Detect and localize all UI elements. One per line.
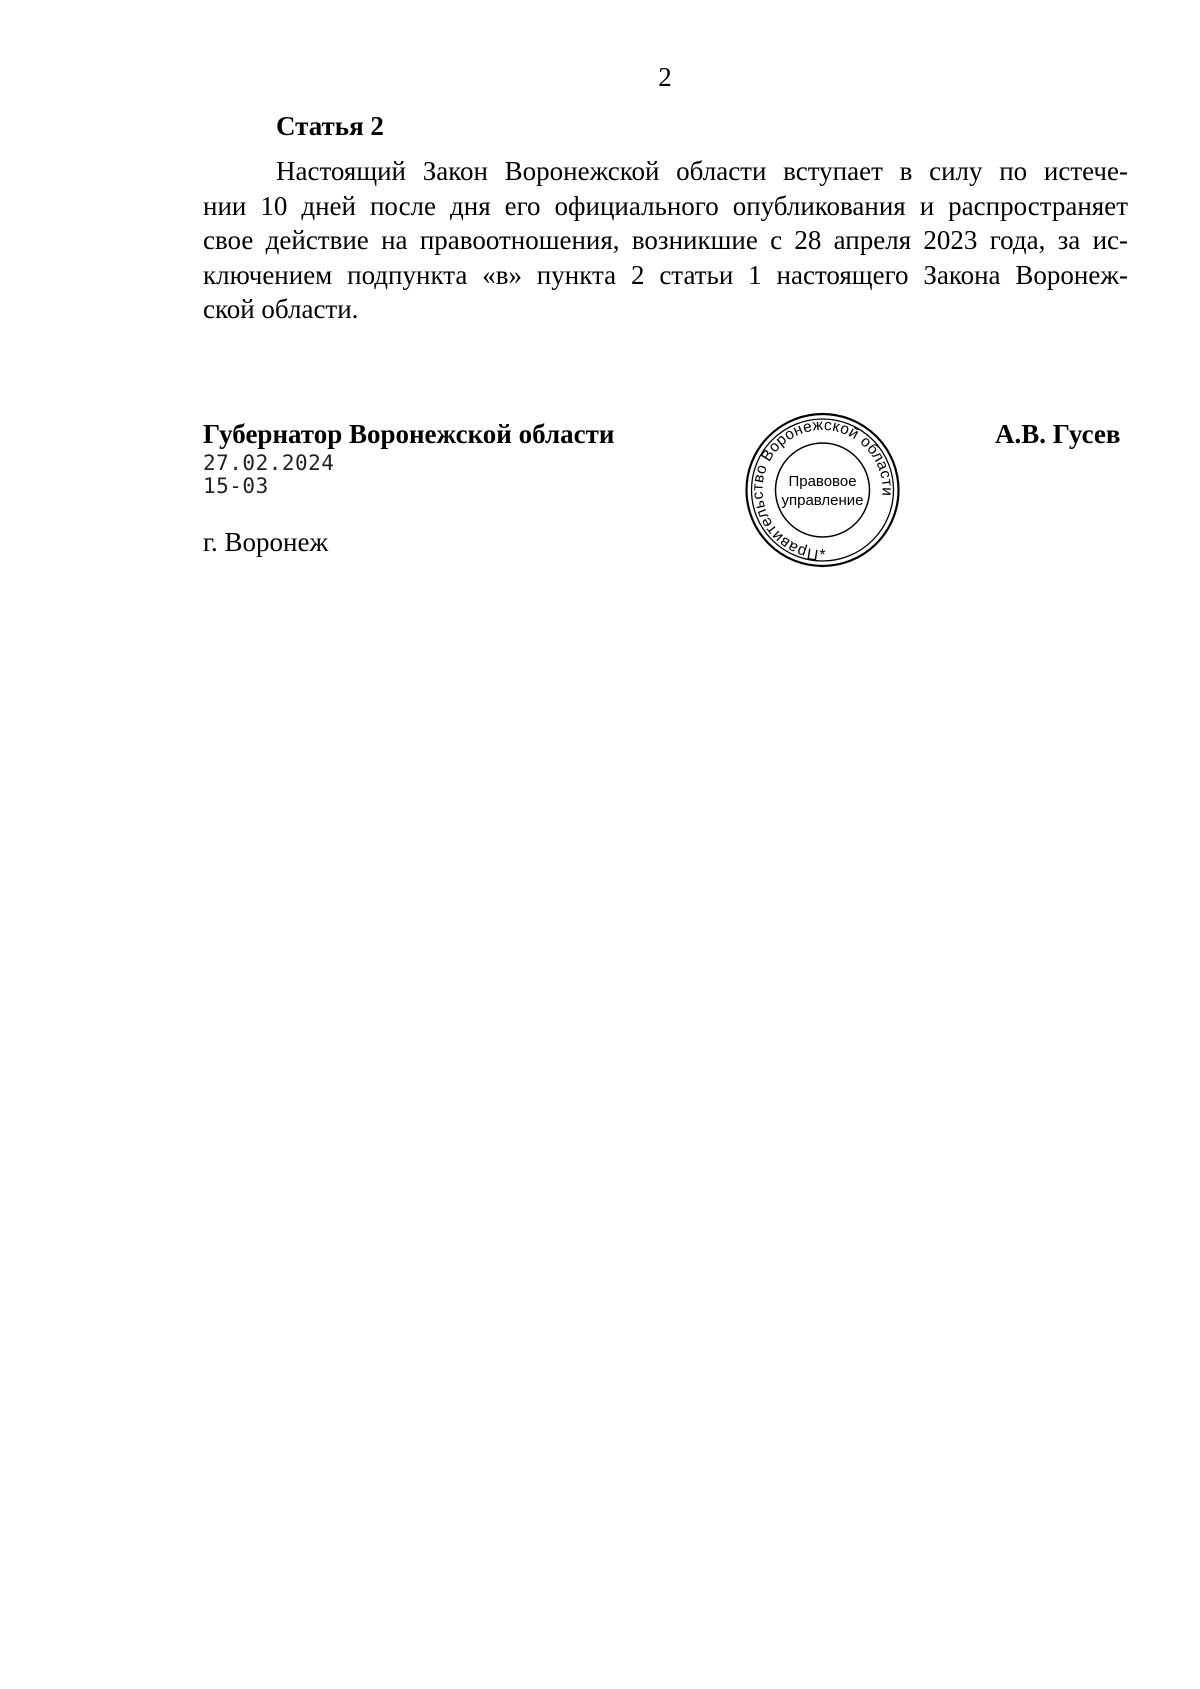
- stamp-seal-icon: [735, 412, 910, 572]
- stamp-inner-line1: Правовое: [788, 473, 857, 490]
- stamp-star: *: [819, 547, 826, 564]
- article-body-line: свое действие на правоотношения, возникшие с 28 апреля 2023 года, за ис-: [203, 225, 1128, 255]
- page-number: 2: [658, 62, 672, 92]
- article-body-line: Настоящий Закон Воронежской области вступает в силу по истече-: [276, 156, 1128, 186]
- official-stamp: [735, 412, 910, 572]
- registration-date: 27.02.2024: [203, 451, 335, 475]
- article-body-line: ской области.: [203, 294, 359, 324]
- place-of-signing: г. Воронеж: [203, 527, 329, 557]
- article-body-line: ключением подпункта «в» пункта 2 статьи 1 настоящего Закона Воронеж-: [203, 259, 1128, 290]
- registration-number: 15-03: [203, 474, 269, 498]
- article-body: [203, 154, 1128, 327]
- signatory-name: А.В. Гусев: [995, 419, 1121, 449]
- stamp-inner-line2: управление: [781, 492, 864, 509]
- signatory-title: Губернатор Воронежской области: [203, 419, 615, 449]
- article-body-line: нии 10 дней после дня его официального опубликования и распространяет: [203, 190, 1128, 221]
- article-heading: Статья 2: [276, 111, 384, 141]
- stamp-outer-text: Правительство Воронежской области: [749, 416, 896, 564]
